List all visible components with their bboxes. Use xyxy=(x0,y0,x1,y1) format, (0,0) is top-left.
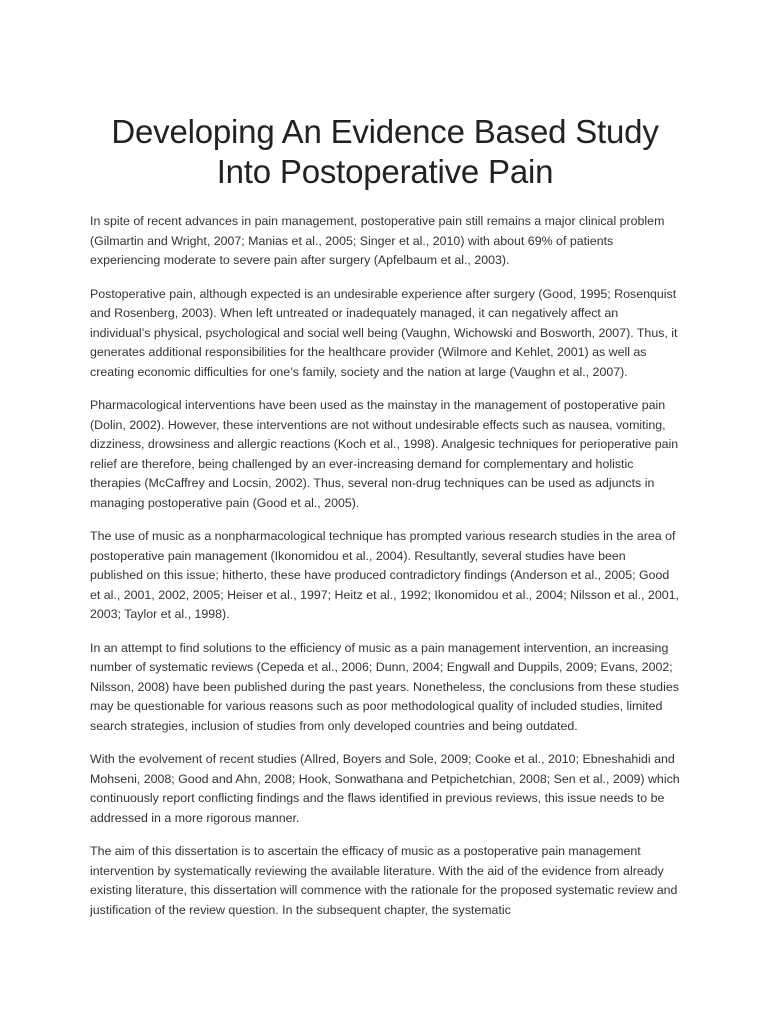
paragraph-4: The use of music as a nonpharmacological technique has prompted various research studies in the area of postoperative pain management (Ikonomidou et al., 2004). Resultantly, several studies have been published on this issue; hitherto, these have produced contradictory findings (Anderson et al., 2005; Good et al., 2001, 2002, 2005; Heiser et al., 1997; Heitz et al., 1992; Ikonomidou et al., 2004; Nilsson et al., 2001, 2003; Taylor et al., 1998). xyxy=(90,529,679,621)
paragraph-2: Postoperative pain, although expected is an undesirable experience after surgery (Good, 1995; Rosenquist and Rosenberg, 2003). When left untreated or inadequately managed, it can negatively affect an individual’s physical, psychological and social well being (Vaughn, Wichowski and Bosworth, 2007). Thus, it generates additional responsibilities for the healthcare provider (Wilmore and Kehlet, 2001) as well as creating economic difficulties for one’s family, society and the nation at large (Vaughn et al., 2007). xyxy=(90,286,678,379)
paragraph-3: Pharmacological interventions have been used as the mainstay in the management of postoperative pain (Dolin, 2002). However, these interventions are not without undesirable effects such as nausea, vomiting, dizziness, drowsiness and allergic reactions (Koch et al., 1998). Analgesic techniques for perioperative pain relief are therefore, being challenged by an ever-increasing demand for complementary and holistic therapies (McCaffrey and Locsin, 2002). Thus, several non-drug techniques can be used as adjuncts in managing postoperative pain (Good et al., 2005). xyxy=(90,398,679,510)
paragraph-6: With the evolvement of recent studies (Allred, Boyers and Sole, 2009; Cooke et al., 2010; Ebneshahidi and Mohseni, 2008; Good and Ahn, 2008; Hook, Sonwathana and Petpichetchian, 2008; Sen et al., 2009) which continuously report conflicting findings and the flaws identified in previous reviews, this issue needs to be addressed in a more rigorous manner. xyxy=(90,752,680,825)
document-page xyxy=(90,112,680,934)
paragraph-7: The aim of this dissertation is to ascertain the efficacy of music as a postoperative pain management intervention by systematically reviewing the available literature. With the aid of the evidence from already existing literature, this dissertation will commence with the rationale for the proposed systematic review and justification of the review question. In the subsequent chapter, the systematic xyxy=(90,844,678,917)
paragraph-1: In spite of recent advances in pain management, postoperative pain still remains a major clinical problem (Gilmartin and Wright, 2007; Manias et al., 2005; Singer et al., 2010) with about 69% of patients experiencing moderate to severe pain after surgery (Apfelbaum et al., 2003). xyxy=(90,214,665,267)
document-title: Developing An Evidence Based Study Into Postoperative Pain xyxy=(111,113,659,190)
paragraph-5: In an attempt to find solutions to the efficiency of music as a pain management intervention, an increasing number of systematic reviews (Cepeda et al., 2006; Dunn, 2004; Engwall and Duppils, 2009; Evans, 2002; Nilsson, 2008) have been published during the past years. Nonetheless, the conclusions from these studies may be questionable for various reasons such as poor methodological quality of included studies, limited search strategies, inclusion of studies from only developed countries and being outdated. xyxy=(90,640,679,733)
